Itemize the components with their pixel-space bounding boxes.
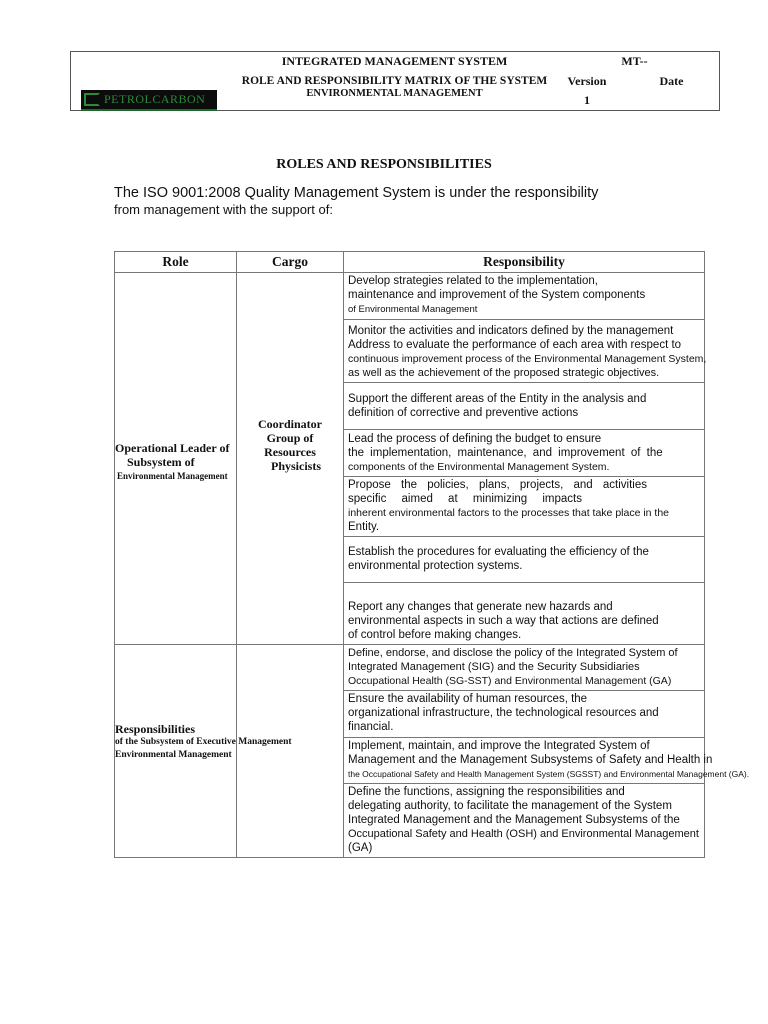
resp-line: definition of corrective and preventive actions xyxy=(348,406,579,419)
role-line: Subsystem of xyxy=(127,454,195,469)
date-label: Date xyxy=(659,74,684,88)
responsibility-cell xyxy=(344,784,705,858)
resp-line: Lead the process of defining the budget to ensure xyxy=(348,433,602,445)
cargo-empty xyxy=(237,645,344,858)
intro-line-2: from management with the support of: xyxy=(114,202,333,217)
role-line: Responsibilities xyxy=(115,721,196,736)
resp-line: delegating authority, to facilitate the management of the System xyxy=(348,800,672,812)
responsibility-cell xyxy=(344,537,705,583)
table-row xyxy=(115,645,705,691)
resp-line: Report any changes that generate new hazards and xyxy=(348,601,613,613)
resp-line-small: of Environmental Management xyxy=(348,304,478,315)
resp-line: Management and the Management Subsystems of Safety and Health in xyxy=(348,754,713,766)
resp-line: the implementation, maintenance, and improvement of the xyxy=(348,447,663,459)
resp-line: environmental aspects in such a way that actions are defined xyxy=(348,615,659,627)
intro-line-1: The ISO 9001:2008 Quality Management System is under the responsibility xyxy=(114,185,599,201)
resp-line: (GA) xyxy=(348,842,373,854)
responsibility-cell xyxy=(344,738,750,784)
logo-cell xyxy=(71,52,239,110)
system-title: INTEGRATED MANAGEMENT SYSTEM xyxy=(281,54,508,68)
resp-line-small: continuous improvement process of the Environmental Management System, xyxy=(348,353,707,365)
intro-paragraph xyxy=(114,185,714,217)
resp-line: Develop strategies related to the implementation, xyxy=(348,275,598,287)
resp-line: Support the different areas of the Entity in the analysis and xyxy=(348,392,647,405)
resp-line-small: the Occupational Safety and Health Management System (SGSST) and Environmental Management (GA). xyxy=(348,769,750,779)
resp-line: Implement, maintain, and improve the Integrated System of xyxy=(348,740,650,752)
document-header xyxy=(70,51,720,111)
resp-line: maintenance and improvement of the System components xyxy=(348,289,646,301)
resp-line: of control before making changes. xyxy=(348,629,522,641)
version-value: 1 xyxy=(584,93,590,107)
responsibility-cell xyxy=(344,273,705,320)
logo-text: PETROLCARBON xyxy=(104,92,206,106)
resp-line: specific aimed at minimizing impacts xyxy=(348,493,582,505)
header-responsibility: Responsibility xyxy=(344,252,705,273)
resp-line: Integrated Management and the Management Subsystems of the xyxy=(348,814,680,826)
document-title-line: ROLE AND RESPONSIBILITY MATRIX OF THE SYSTEM xyxy=(241,75,548,87)
document-title xyxy=(239,72,550,110)
resp-line: Occupational Health (SG-SST) and Environmental Management (GA) xyxy=(348,675,672,687)
cargo-line: Coordinator xyxy=(258,416,322,431)
resp-line xyxy=(348,302,701,317)
date-value xyxy=(624,91,719,110)
responsibility-cell xyxy=(344,645,705,691)
page-title: ROLES AND RESPONSIBILITIES xyxy=(276,157,492,172)
responsibility-cell xyxy=(344,691,705,738)
role-line: Environmental Management xyxy=(117,470,228,481)
header-cargo: Cargo xyxy=(237,252,344,273)
resp-line: components of the Environmental Management System. xyxy=(348,461,610,473)
role-executive-responsibilities xyxy=(115,645,292,858)
cargo-line: Resources xyxy=(264,444,316,459)
resp-line-small: inherent environmental factors to the processes that take place in the xyxy=(348,507,670,519)
resp-line: as well as the achievement of the proposed strategic objectives. xyxy=(348,367,660,379)
resp-line: Define, endorse, and disclose the policy of the Integrated System of xyxy=(348,647,678,659)
version-label: Version xyxy=(567,74,607,88)
table-row xyxy=(115,273,705,320)
responsibility-cell xyxy=(344,320,705,383)
resp-line: organizational infrastructure, the technological resources and xyxy=(348,707,659,719)
resp-line: Address to evaluate the performance of each area with respect to xyxy=(348,339,682,351)
logo-mark-icon xyxy=(84,93,100,106)
cargo-coordinator xyxy=(237,273,344,645)
resp-line: Monitor the activities and indicators defined by the management xyxy=(348,325,674,337)
document-code: MT-- xyxy=(621,54,648,68)
resp-line: Integrated Management (SIG) and the Security Subsidiaries xyxy=(348,661,640,673)
company-logo xyxy=(81,90,217,111)
header-role: Role xyxy=(115,252,237,273)
resp-line: Entity. xyxy=(348,521,380,533)
role-line: of the Subsystem of Executive Management xyxy=(115,736,292,747)
responsibility-cell xyxy=(344,583,705,645)
document-subtitle: ENVIRONMENTAL MANAGEMENT xyxy=(306,88,483,99)
cargo-line: Physicists xyxy=(270,458,321,473)
matrix-header-row xyxy=(115,252,705,273)
resp-line: Propose the policies, plans, projects, and activities xyxy=(348,479,647,491)
resp-line: Establish the procedures for evaluating the efficiency of the xyxy=(348,546,649,558)
responsibility-matrix xyxy=(114,251,750,858)
responsibility-cell xyxy=(344,430,705,477)
role-line: Operational Leader of xyxy=(115,440,230,455)
role-operational-leader xyxy=(115,273,237,645)
resp-line: Occupational Safety and Health (OSH) and Environmental Management xyxy=(348,828,699,840)
resp-line: environmental protection systems. xyxy=(348,560,523,572)
cargo-line: Group of xyxy=(266,430,314,445)
responsibility-cell xyxy=(344,383,705,430)
resp-line: Define the functions, assigning the responsibilities and xyxy=(348,786,625,798)
role-line: Environmental Management xyxy=(115,749,232,760)
resp-line: financial. xyxy=(348,721,394,733)
resp-line: Ensure the availability of human resources, the xyxy=(348,693,588,705)
responsibility-cell xyxy=(344,477,705,537)
